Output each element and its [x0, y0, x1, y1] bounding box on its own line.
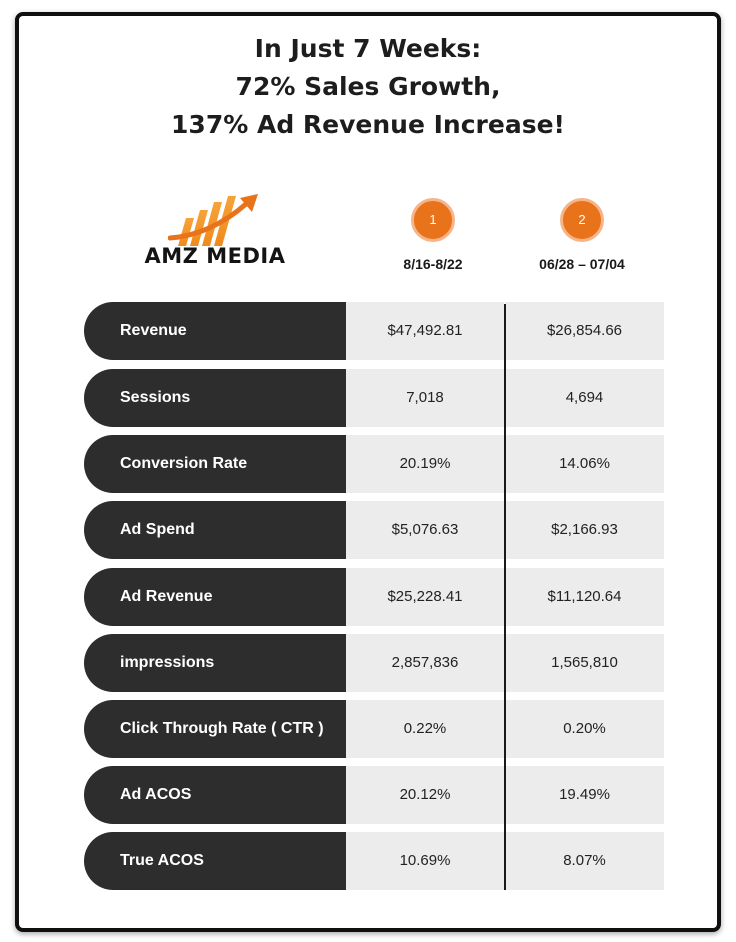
period-1-label: 8/16-8/22	[403, 256, 463, 272]
row-label: Sessions	[84, 369, 346, 427]
table-row-sessions	[84, 369, 664, 427]
row-value-period-2: 0.20%	[505, 700, 664, 758]
row-value-period-1: 10.69%	[346, 832, 504, 890]
row-value-period-1: 7,018	[346, 369, 504, 427]
table-row-impressions	[84, 634, 664, 692]
table-row-revenue	[84, 302, 664, 360]
row-value-period-2: 14.06%	[505, 435, 664, 493]
headline-line-1: In Just 7 Weeks:	[254, 34, 482, 63]
row-value-period-1: 2,857,836	[346, 634, 504, 692]
column-divider	[504, 304, 506, 890]
row-value-period-1: 20.12%	[346, 766, 504, 824]
headline	[0, 30, 736, 144]
row-value-period-2: 19.49%	[505, 766, 664, 824]
headline-line-3: 137% Ad Revenue Increase!	[171, 110, 565, 139]
period-1-badge: 1	[411, 198, 455, 242]
table-row-ad-spend	[84, 501, 664, 559]
period-2-badge: 2	[560, 198, 604, 242]
table-row-conversion-rate	[84, 435, 664, 493]
table-row-true-acos	[84, 832, 664, 890]
headline-line-2: 72% Sales Growth,	[235, 72, 501, 101]
row-value-period-1: $25,228.41	[346, 568, 504, 626]
row-label: Ad ACOS	[84, 766, 346, 824]
row-value-period-1: 20.19%	[346, 435, 504, 493]
row-value-period-2: 4,694	[505, 369, 664, 427]
period-1	[383, 198, 483, 272]
table-row-ad-revenue	[84, 568, 664, 626]
logo-text: AMZ MEDIA	[144, 244, 286, 268]
row-value-period-2: $2,166.93	[505, 501, 664, 559]
row-value-period-2: 1,565,810	[505, 634, 664, 692]
row-value-period-2: 8.07%	[505, 832, 664, 890]
row-value-period-1: 0.22%	[346, 700, 504, 758]
row-label: True ACOS	[84, 832, 346, 890]
row-value-period-1: $5,076.63	[346, 501, 504, 559]
row-label: Ad Spend	[84, 501, 346, 559]
table-row-ctr	[84, 700, 664, 758]
row-label: impressions	[84, 634, 346, 692]
table-row-ad-acos	[84, 766, 664, 824]
row-value-period-2: $11,120.64	[505, 568, 664, 626]
row-label: Click Through Rate ( CTR )	[84, 700, 346, 758]
row-label: Revenue	[84, 302, 346, 360]
row-value-period-1: $47,492.81	[346, 302, 504, 360]
period-2	[522, 198, 642, 272]
row-value-period-2: $26,854.66	[505, 302, 664, 360]
amz-media-logo	[140, 190, 290, 280]
growth-bars-icon	[168, 190, 264, 246]
row-label: Conversion Rate	[84, 435, 346, 493]
period-2-label: 06/28 – 07/04	[539, 256, 625, 272]
row-label: Ad Revenue	[84, 568, 346, 626]
